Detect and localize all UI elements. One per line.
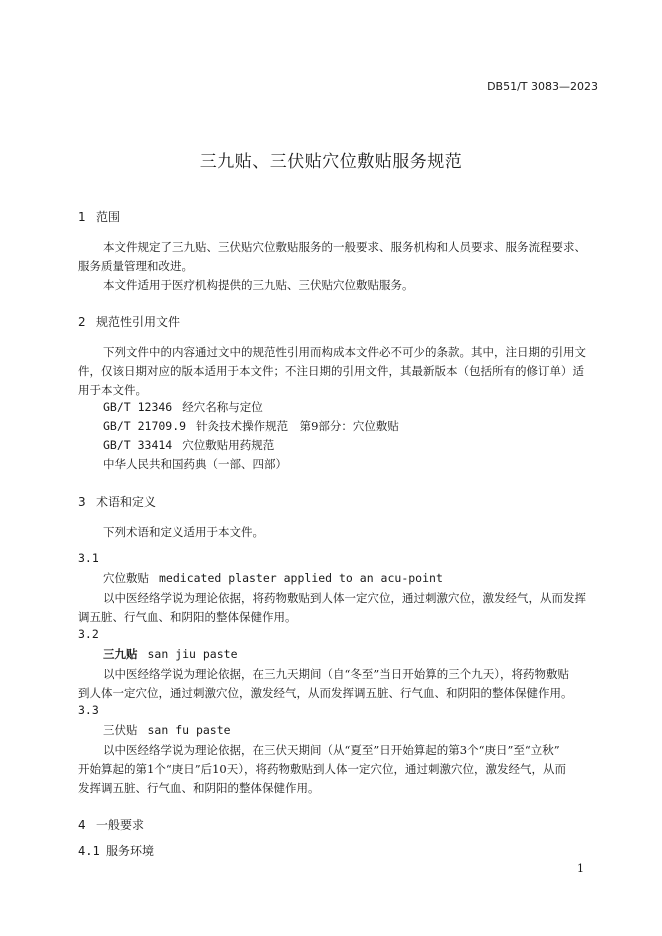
reference-title: 针灸技术操作规范 第9部分：穴位敷贴 (196, 419, 399, 433)
section-2-paragraph-line: 用于本文件。 (78, 383, 147, 397)
reference-item (103, 437, 274, 453)
term-entry (103, 646, 238, 662)
term-entry (103, 570, 443, 586)
term-english: san fu paste (147, 723, 231, 737)
reference-title: 中华人民共和国药典（一部、四部） (103, 457, 287, 471)
section-number: 1 (78, 210, 86, 224)
section-number: 3 (78, 495, 86, 509)
section-number: 2 (78, 315, 86, 329)
subsection-4-1-heading (78, 842, 154, 859)
section-1-heading (78, 208, 120, 225)
reference-item (103, 418, 399, 434)
section-1-paragraph-line: 本文件规定了三九贴、三伏贴穴位敷贴服务的一般要求、服务机构和人员要求、服务流程要求、 (103, 240, 586, 254)
term-number: 3.2 (78, 627, 99, 641)
section-title: 术语和定义 (96, 495, 157, 509)
reference-title: 穴位敷贴用药规范 (182, 438, 275, 452)
term-chinese: 三伏贴 (103, 723, 138, 737)
document-title: 三九贴、三伏贴穴位敷贴服务规范 (199, 152, 463, 172)
section-2-paragraph-line: 件，仅该日期对应的版本适用于本文件；不注日期的引用文件，其最新版本（包括所有的修订单）适 (78, 364, 584, 378)
page-number: 1 (577, 862, 584, 875)
term-english: medicated plaster applied to an acu-point (159, 571, 443, 585)
subsection-title: 服务环境 (106, 844, 155, 858)
section-3-intro: 下列术语和定义适用于本文件。 (103, 525, 264, 539)
section-2-heading (78, 313, 180, 330)
term-definition-line: 到人体一定穴位，通过刺激穴位，激发经气，从而发挥调五脏、行气血、和阴阳的整体保健作用。 (78, 686, 573, 700)
term-chinese: 穴位敷贴 (103, 571, 149, 585)
term-chinese: 三九贴 (103, 647, 138, 661)
reference-code: GB/T 12346 (103, 400, 173, 414)
section-title: 范围 (96, 210, 121, 224)
standard-code: DB51/T 3083—2023 (487, 80, 598, 93)
reference-title: 经穴名称与定位 (182, 400, 263, 414)
term-definition-line: 以中医经络学说为理论依据，将药物敷贴到人体一定穴位，通过刺激穴位，激发经气，从而发挥 (103, 591, 586, 605)
term-english: san jiu paste (147, 647, 238, 661)
section-2-paragraph-line: 下列文件中的内容通过文中的规范性引用而构成本文件必不可少的条款。其中，注日期的引用文 (103, 345, 586, 359)
term-number: 3.3 (78, 703, 99, 717)
section-title: 一般要求 (96, 818, 145, 832)
section-1-paragraph-line: 服务质量管理和改进。 (78, 259, 193, 273)
section-1-paragraph: 本文件适用于医疗机构提供的三九贴、三伏贴穴位敷贴服务。 (103, 278, 414, 292)
section-number: 4 (78, 818, 86, 832)
section-title: 规范性引用文件 (96, 315, 181, 329)
subsection-number: 4.1 (78, 844, 100, 858)
term-entry (103, 722, 231, 738)
section-3-heading (78, 493, 156, 510)
reference-code: GB/T 21709.9 (103, 419, 187, 433)
reference-item (103, 399, 263, 415)
term-number: 3.1 (78, 551, 99, 565)
term-definition-line: 以中医经络学说为理论依据，在三九天期间（自“冬至”当日开始算的三个九天），将药物敷贴 (103, 667, 570, 681)
term-definition-line: 调五脏、行气血、和阴阳的整体保健作用。 (78, 610, 297, 624)
term-definition-line: 发挥调五脏、行气血、和阴阳的整体保健作用。 (78, 781, 320, 795)
term-definition-line: 以中医经络学说为理论依据，在三伏天期间（从“夏至”日开始算起的第3个“庚日”至“立秋” (103, 743, 560, 757)
reference-item (103, 456, 287, 472)
reference-code: GB/T 33414 (103, 438, 173, 452)
term-definition-line: 开始算起的第1个“庚日”后10天），将药物敷贴到人体一定穴位，通过刺激穴位，激发经气，从而 (78, 762, 566, 776)
section-4-heading (78, 816, 144, 833)
